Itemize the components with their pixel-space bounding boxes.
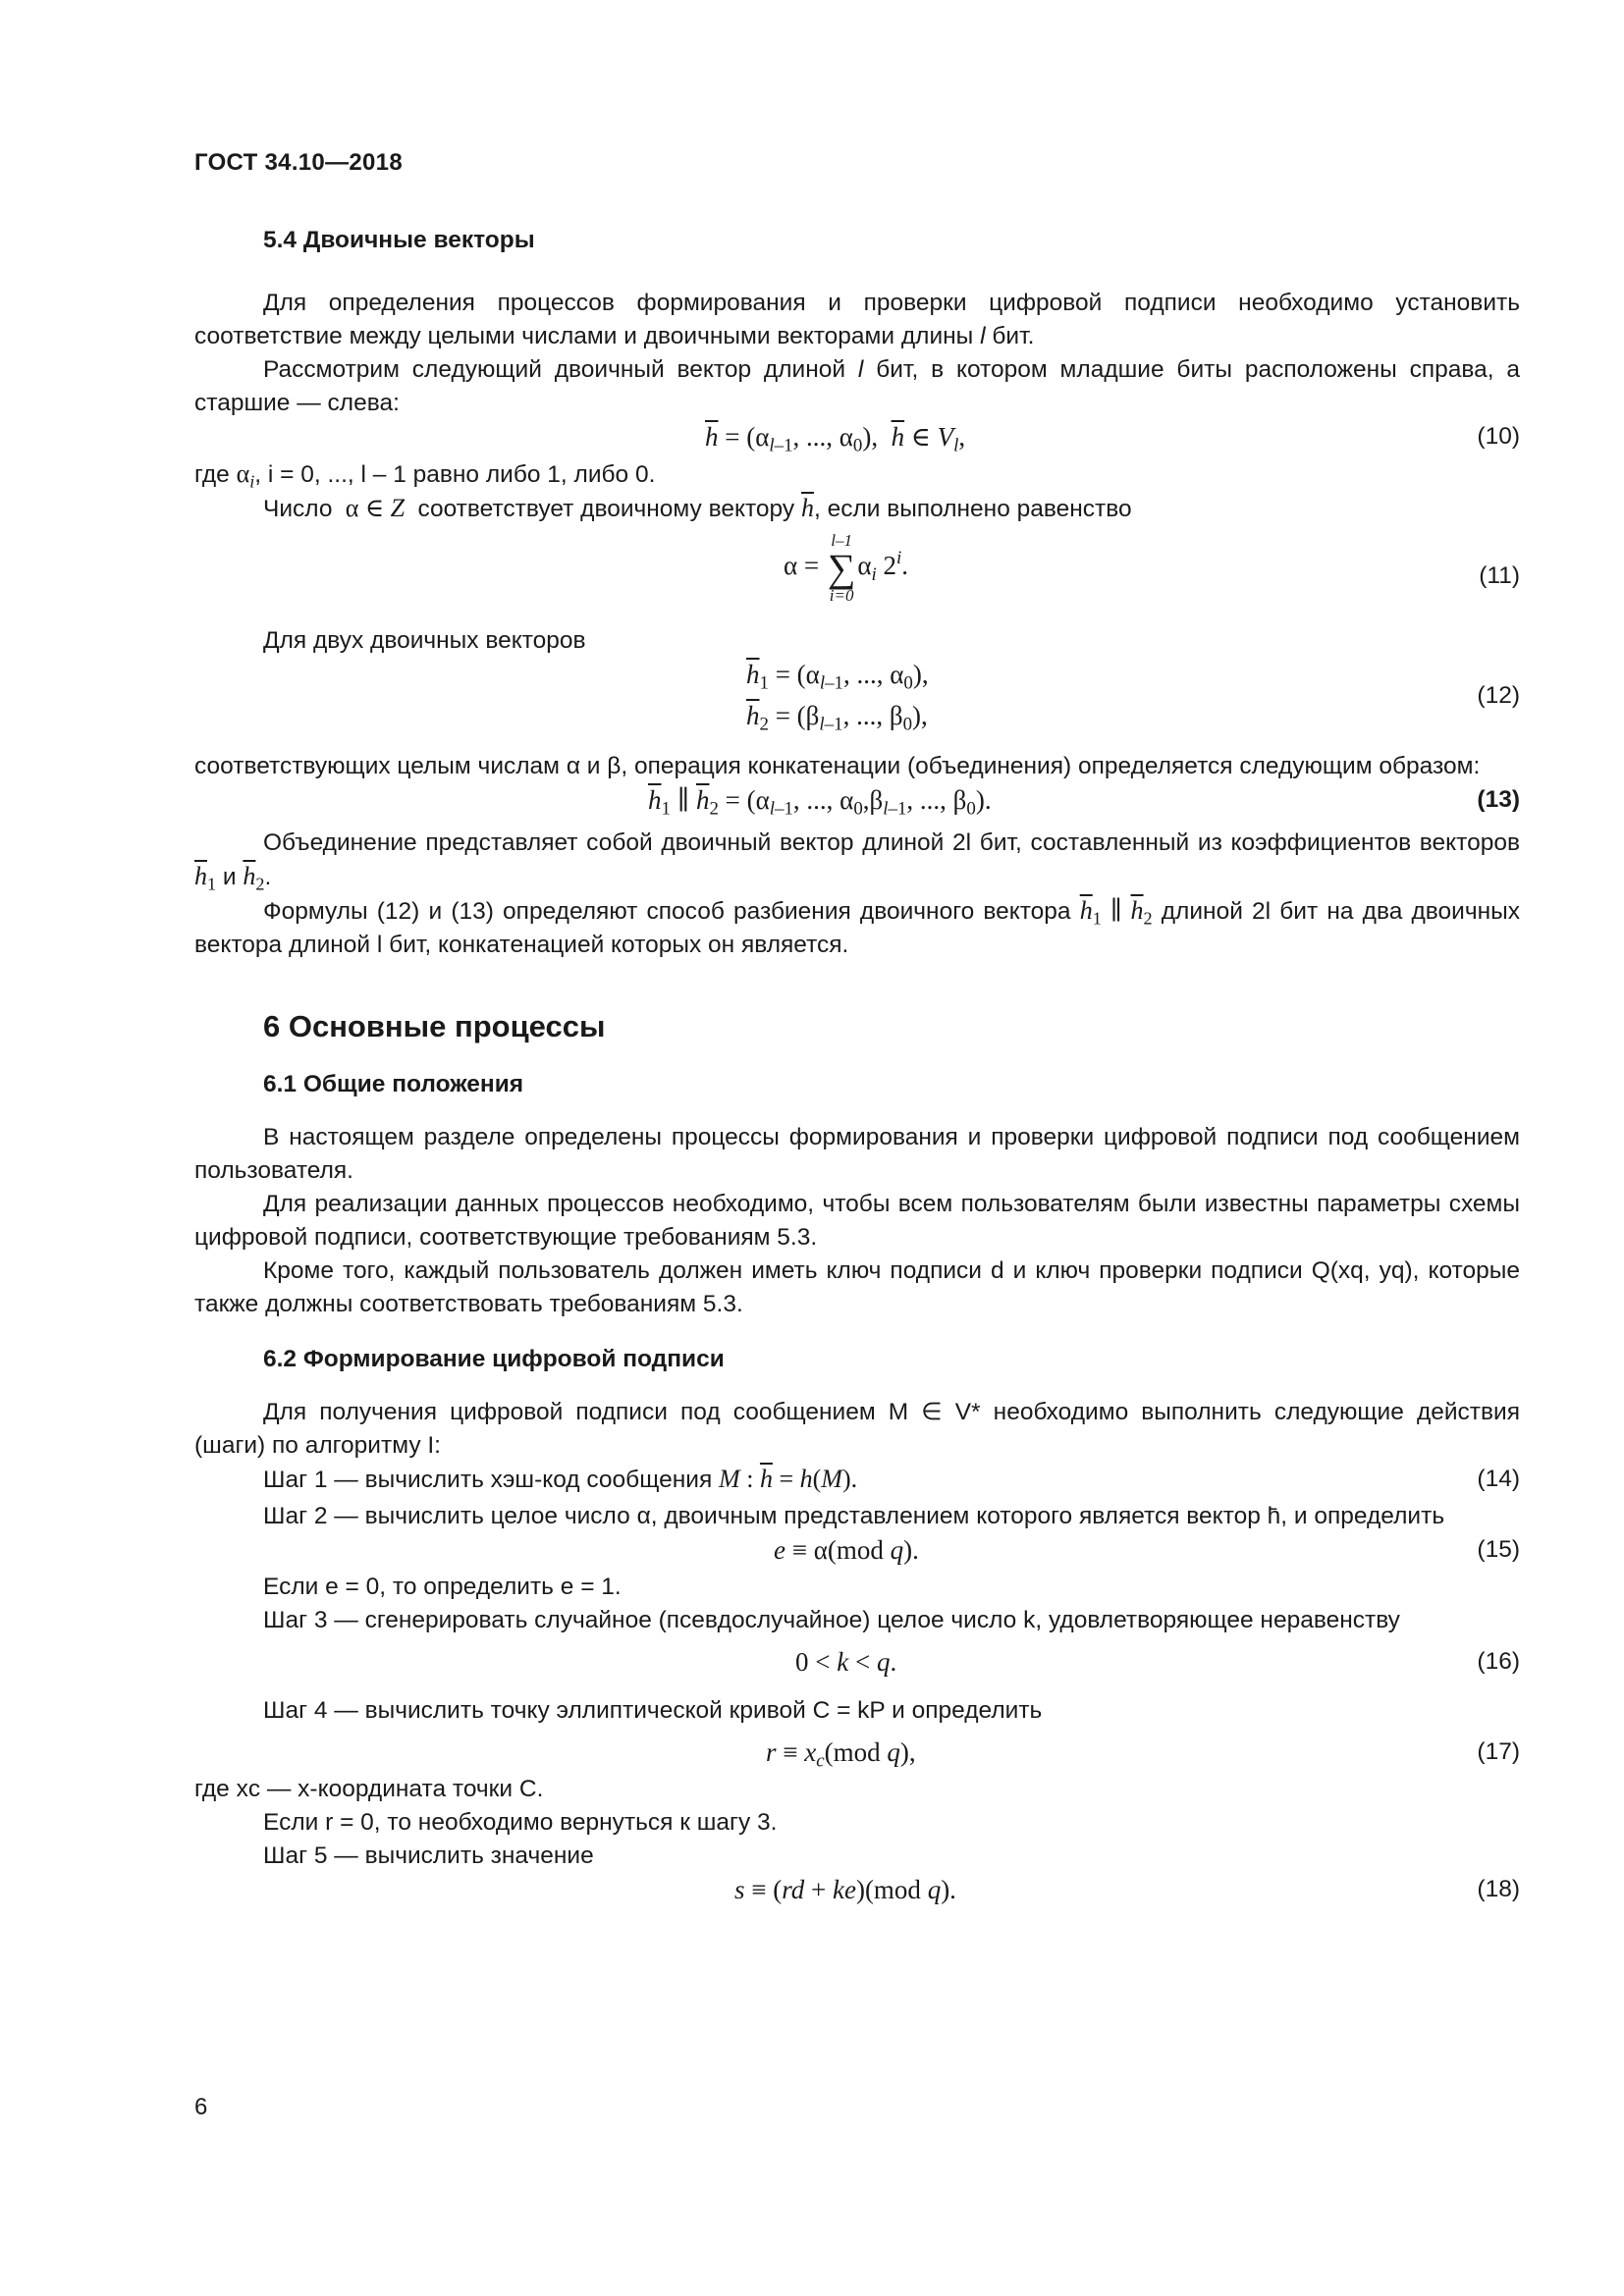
formula-13: $\overline{h}_1$ ∥ $\overline{h}_2 = (\alpha_{l-1}$, ..., $\alpha_0,\beta_{l-1}$, ..., $\beta_0$). (13) xyxy=(648,785,1520,820)
paragraph: Кроме того, каждый пользователь должен иметь ключ подписи d и ключ проверки подписи Q(xq, yq), которые также должны соответствовать требованиям 5.3. xyxy=(194,1257,1520,1317)
paragraph: Для реализации данных процессов необходимо, чтобы всем пользователям были известны параметры схемы цифровой подписи, соответствующие требованиям 5.3. xyxy=(194,1191,1520,1251)
paragraph: где $\alpha_i$, i = 0, ..., l – 1 равно либо 1, либо 0. xyxy=(194,459,656,492)
paragraph: Шаг 3 — сгенерировать случайное (псевдослучайное) целое число k, удовлетворяющее неравенству xyxy=(263,1607,1400,1633)
paragraph: Объединение представляет собой двоичный вектор длиной 2l бит, составленный из коэффициентов векторов $\overline{h}_1$ и $\overline{h}_2$. xyxy=(194,829,1520,894)
paragraph: Для получения цифровой подписи под сообщением M ∈ V* необходимо выполнить следующие действия (шаги) по алгоритму I: xyxy=(194,1399,1520,1459)
paragraph: Число α ∈ Z соответствует двоичному вектору $\overline{h}$, если выполнено равенство xyxy=(263,494,1132,522)
step-1: Шаг 1 — вычислить хэш-код сообщения M : $\overline{h} = h(M)$. (14) xyxy=(263,1465,1520,1493)
section-6-title: 6 Основные процессы xyxy=(263,1009,606,1043)
paragraph: Если r = 0, то необходимо вернуться к шагу 3. xyxy=(263,1809,778,1836)
section-5-4-title: 5.4 Двоичные векторы xyxy=(263,227,535,253)
paragraph: Шаг 2 — вычислить целое число α, двоичным представлением которого является вектор h̄, и определить xyxy=(263,1503,1445,1529)
paragraph: Для определения процессов формирования и проверки цифровой подписи необходимо установить соответствие между целыми числами и двоичными векторами длины l бит. xyxy=(194,290,1520,349)
formula-18: s ≡ (rd + ke)(mod q). (18) xyxy=(734,1875,1520,1904)
document-page xyxy=(194,0,1520,2296)
formula-11: α = l–1 ∑ i=0 $\alpha_i$ 2$^i$. (11) xyxy=(784,531,1520,605)
formula-17: $r \equiv x_c(mod$ q), (17) xyxy=(766,1737,1520,1772)
paragraph: Если e = 0, то определить e = 1. xyxy=(263,1574,622,1600)
paragraph: Шаг 4 — вычислить точку эллиптической кривой C = kP и определить xyxy=(263,1697,1043,1724)
page-content xyxy=(194,224,1520,1910)
paragraph: В настоящем разделе определены процессы формирования и проверки цифровой подписи под сообщением пользователя. xyxy=(194,1124,1520,1184)
paragraph: Формулы (12) и (13) определяют способ разбиения двоичного вектора $\overline{h}_1$ ∥ $\overline{h}_2$ длиной 2l бит на два двоичных вектора длиной l бит, конкатенацией которых он является. xyxy=(194,896,1520,958)
paragraph: где xc — x-координата точки C. xyxy=(194,1776,544,1802)
formula-16: 0 < k < q. (16) xyxy=(795,1647,1520,1677)
section-6-2-title: 6.2 Формирование цифровой подписи xyxy=(263,1346,725,1372)
paragraph: Для двух двоичных векторов xyxy=(263,627,586,654)
paragraph: Рассмотрим следующий двоичный вектор длиной l бит, в котором младшие биты расположены справа, а старшие — слева: xyxy=(194,356,1521,416)
page-number: 6 xyxy=(194,2094,208,2120)
formula-10: $\overline{h} = (\alpha_{l-1}$, ..., $\alpha_0$), $\overline{h}$ ∈ $V_l$, (10) xyxy=(705,422,1520,456)
document-id: ГОСТ 34.10—2018 xyxy=(194,149,403,176)
formula-12: $\overline{h}_1 = (\alpha_{l-1}$, ..., $\alpha_0$), $\overline{h}_2 = (\beta_{l-1}$, ..., $\beta_0$), (12) xyxy=(746,660,1520,735)
section-6-1-title: 6.1 Общие положения xyxy=(263,1071,524,1097)
paragraph: соответствующих целым числам α и β, операция конкатенации (объединения) определяется следующим образом: xyxy=(194,753,1481,779)
paragraph: Шаг 5 — вычислить значение xyxy=(263,1842,594,1869)
formula-15: e ≡ α(mod q). (15) xyxy=(774,1535,1520,1565)
